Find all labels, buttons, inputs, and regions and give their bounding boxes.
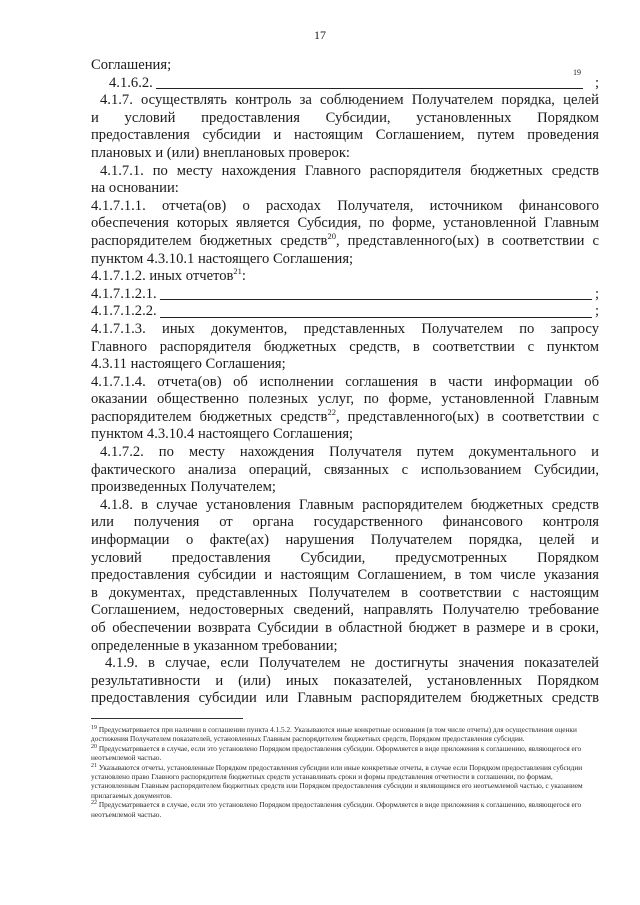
paragraph-4-1-7: 4.1.7. осуществлять контроль за соблюдением Получателем порядка, целей bbox=[100, 92, 599, 109]
footnote: $^{22}$ Предусматривается в случае, если это установлено Порядком предоставления субсидии. Оформляется в виде приложения к соглашению, являющегося его неотъемлемой частью. bbox=[91, 800, 582, 819]
paragraph-4-1-7-1: 4.1.7.1. по месту нахождения Главного распорядителя бюджетных средств bbox=[100, 162, 599, 179]
paragraph-4-1-7-1-3: 4.1.7.1.3. иных документов, представленных Получателем по запросу bbox=[91, 320, 599, 337]
footnote-separator bbox=[91, 718, 243, 719]
paragraph-4-1-8: 4.1.8. в случае установления Главным распорядителем бюджетных средств bbox=[100, 496, 599, 513]
footnote-ref: 21 bbox=[233, 266, 242, 277]
paragraph-4-1-7-1-4: 4.1.7.1.4. отчета(ов) об исполнении соглашения в части информации об bbox=[91, 373, 599, 390]
blank-fill bbox=[160, 305, 592, 318]
blank-line-4-1-7-1-2-2: 4.1.7.1.2.2. ; bbox=[91, 303, 599, 320]
paragraph-4-1-7-1-1: 4.1.7.1.1. отчета(ов) о расходах Получателя, источником финансового bbox=[91, 197, 599, 214]
footnote-ref: 20 bbox=[327, 230, 336, 241]
page-number: 17 bbox=[314, 28, 326, 42]
footnote-ref: 22 bbox=[327, 406, 336, 417]
paragraph-4-1-9: 4.1.9. в случае, если Получателем не достигнуты значения показателей bbox=[105, 655, 599, 672]
footnote-ref: 19 bbox=[572, 68, 581, 78]
paragraph: Соглашения; bbox=[91, 57, 172, 73]
blank-line-4-1-7-1-2-1: 4.1.7.1.2.1. ; bbox=[91, 285, 599, 302]
paragraph-4-1-7-2: 4.1.7.2. по месту нахождения Получателя путем документального и bbox=[100, 444, 599, 461]
footnotes bbox=[91, 725, 597, 819]
footnote: $^{19}$ Предусматривается при наличии в соглашении пункта 4.1.5.2. Указываются иные конкретные основания (в том числе отчеты) для осуществления оценки достижения Получателем показателей, установленных Главным распорядителем бюджетных средств, Порядком предоставления субсидии. bbox=[91, 725, 577, 744]
paragraph-4-1-7-1-2: 4.1.7.1.2. иных отчетов$^{21}$: bbox=[91, 266, 246, 285]
blank-line-4-1-6-2: 4.1.6.2. 19 ; bbox=[91, 75, 599, 93]
footnote: $^{20}$ Предусматривается в случае, если это установлено Порядком предоставления субсидии. Оформляется в виде приложения к соглашению, являющегося его неотъемлемой частью. bbox=[91, 743, 582, 763]
footnote: $^{21}$ Указываются отчеты, установленные Порядком предоставления субсидии или иные конкретные отчеты, в случае если Порядком предоставления субсидии установлено право Главного распорядителя бюджетных средств устанавливать сроки и формы представления отчетности в соглашении, по формам, установленным Главным распорядителем бюджетных средств или Порядком предоставления субсидии и являющимся его неотъемлемой частью, с указанием прилагаемых документов. bbox=[91, 762, 583, 800]
blank-fill bbox=[160, 287, 592, 300]
document-body: Соглашения; 4.1.6.2. 19 ; 4.1.7. осуществлять контроль за соблюдением Получателем порядка, целей и условий предоставления Субсидии, установленных Порядком предоставления субсидии и настоящим Соглашением, путем проведения плановых и (или) внеплановых проверок: 4.1.7.1. по месту нахождения Главного распорядителя бюджетных средств на основании: 4.1.7.1.1. отчета(ов) о расходах Получателя, источником финансового обеспечения которых является Субсидия, по форме, установленной Главным распорядителем бюджетных средств$^{20}$, представленного(ых) в соответствии с пунктом 4.3.10.1 настоящего Соглашения; 4.1.7.1.2. иных отчетов$^{21}$: 4.1.7.1.2.1. ; 4.1.7.1.2.2. ; 4.1.7.1.3. иных документов, представленных Получателем по запросу Главного распорядителя бюджетных средств, в соответствии с пунктом 4.3.11 настоящего Соглашения; 4.1.7.1.4. отчета(ов) об исполнении соглашения в части информации об оказании общественно полезных услуг, по форме, установленной Главным распорядителем бюджетных средств$^{22}$, представленного(ых) в соответствии с пунктом 4.3.10.4 настоящего Соглашения; 4.1.7.2. по месту нахождения Получателя путем документального и фактического анализа операций, связанных с использованием Субсидии, произведенных Получателем; 4.1.8. в случае установления Главным распорядителем бюджетных средств или получения от органа государственного финансового контроля информации о факте(ах) нарушения Получателем порядка, целей и условий предоставления Субсидии, предусмотренных Порядком предоставления субсидии и настоящим Соглашением, в том числе указания в документах, представленных Получателем в соответствии с настоящим Соглашением, недостоверных сведений, направлять Получателю требование об обеспечении возврата Субсидии в областной бюджет в размере и в сроки, определенные в указанном требовании; 4.1.9. в случае, если Получателем не достигнуты значения показателей результативности и (или) иных показателей, установленных Порядком предоставления субсидии или Главным распорядителем бюджетных средств bbox=[91, 57, 600, 707]
